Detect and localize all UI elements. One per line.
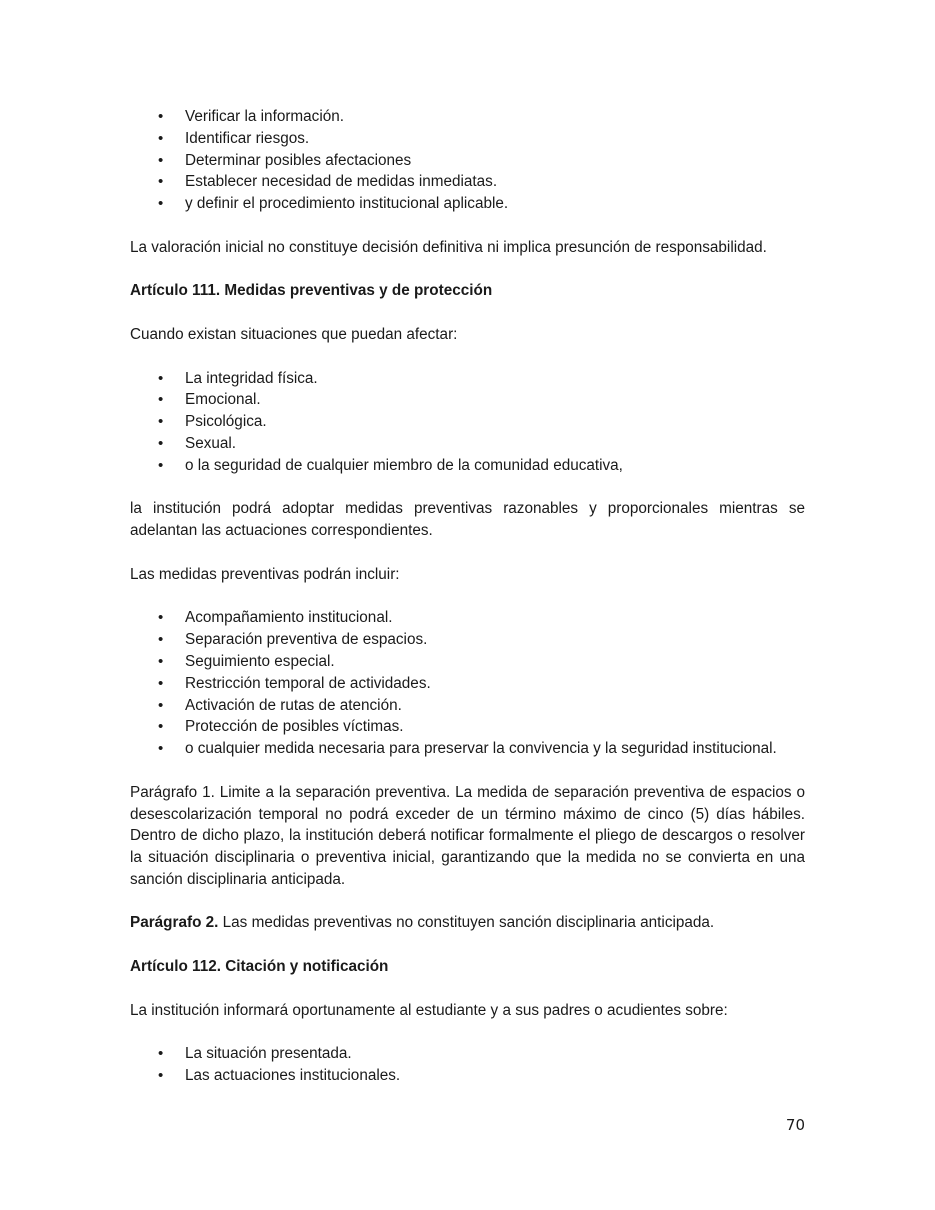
list-item: • Separación preventiva de espacios. <box>130 629 805 651</box>
list-item: • Determinar posibles afectaciones <box>130 150 805 172</box>
paragraph-medidas-intro: Las medidas preventivas podrán incluir: <box>130 565 400 583</box>
list-item: • Identificar riesgos. <box>130 128 805 150</box>
list-item: • Verificar la información. <box>130 106 805 128</box>
list-item: • o la seguridad de cualquier miembro de la comunidad educativa, <box>130 455 805 477</box>
article-112-heading: Artículo 112. Citación y notificación <box>130 958 389 976</box>
paragrafo-1: Parágrafo 1. Limite a la separación preventiva. La medida de separación preventiva de espacios o desescolarización temporal no podrá exceder de un término máximo de cinco (5) días hábiles. Dentro de dicho plazo, la institución deberá notificar formalmente el pliego de descargos o resolver la situación disciplinaria o preventiva inicial, garantizando que la medida no se convierta en una sanción disciplinaria anticipada. <box>130 783 805 888</box>
notification-list <box>130 1043 805 1087</box>
page-number: 70 <box>785 1116 805 1134</box>
list-item: • y definir el procedimiento institucional aplicable. <box>130 193 805 215</box>
affected-areas-list <box>130 368 805 477</box>
list-item: • Protección de posibles víctimas. <box>130 716 805 738</box>
list-item: • Activación de rutas de atención. <box>130 695 805 717</box>
paragraph-valoracion: La valoración inicial no constituye decisión definitiva ni implica presunción de responsabilidad. <box>130 238 767 256</box>
article-111-intro: Cuando existan situaciones que puedan afectar: <box>130 325 458 343</box>
paragrafo-2-text: Las medidas preventivas no constituyen sanción disciplinaria anticipada. <box>218 914 715 932</box>
list-item: • o cualquier medida necesaria para preservar la convivencia y la seguridad institucional. <box>130 738 805 760</box>
list-item: • Acompañamiento institucional. <box>130 607 805 629</box>
article-111-heading: Artículo 111. Medidas preventivas y de protección <box>130 282 493 300</box>
list-item: • Seguimiento especial. <box>130 651 805 673</box>
list-item: • Psicológica. <box>130 411 805 433</box>
list-item: • La situación presentada. <box>130 1043 805 1065</box>
list-item: • La integridad física. <box>130 368 805 390</box>
list-item: • Las actuaciones institucionales. <box>130 1065 805 1087</box>
list-item: • Restricción temporal de actividades. <box>130 673 805 695</box>
preventive-measures-list <box>130 607 805 760</box>
list-item: • Establecer necesidad de medidas inmediatas. <box>130 171 805 193</box>
list-item: • Emocional. <box>130 389 805 411</box>
article-112-intro: La institución informará oportunamente al estudiante y a sus padres o acudientes sobre: <box>130 1001 728 1019</box>
paragrafo-2-label: Parágrafo 2. <box>130 914 219 932</box>
list-item: • Sexual. <box>130 433 805 455</box>
paragraph-institucion: la institución podrá adoptar medidas preventivas razonables y proporcionales mientras se adelantan las actuaciones correspondientes. <box>130 500 805 540</box>
verification-list <box>130 106 805 215</box>
paragrafo-2 <box>130 912 805 934</box>
